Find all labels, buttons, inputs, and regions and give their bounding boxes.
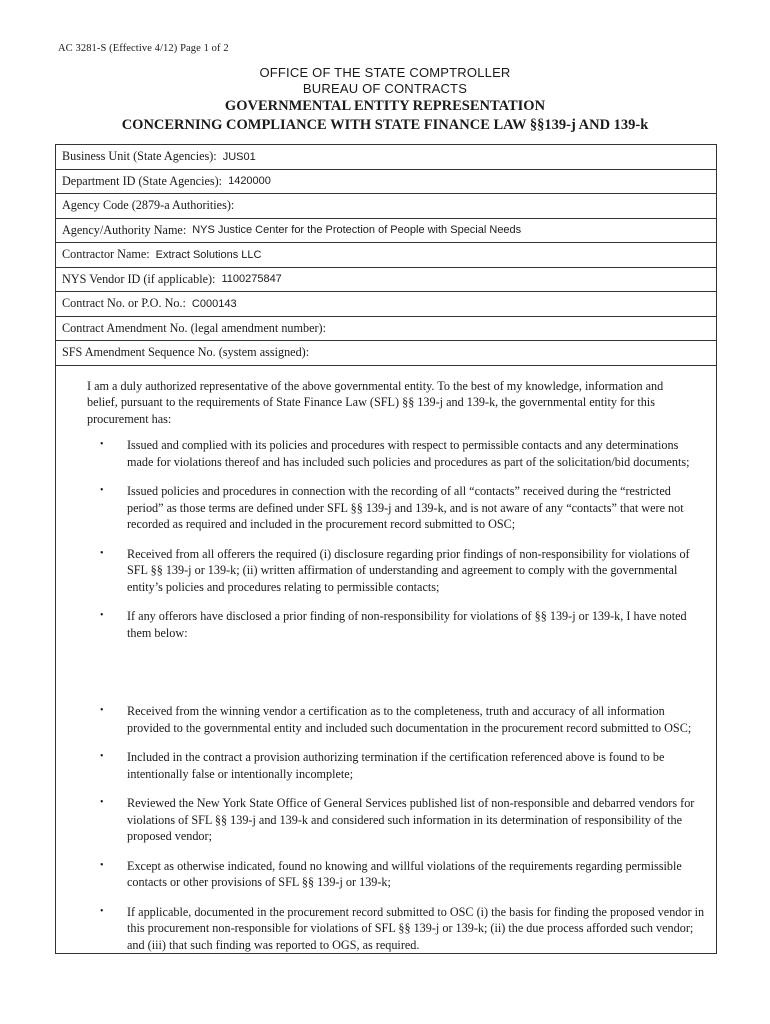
list-item-text: Received from all offerers the required (i) disclosure regarding prior findings of non-responsibility for violations of SFL §§ 139-j or 139-k; (ii) written affirmation of understanding and agreement to comply with the governmental entity’s policies and procedures relating to permissible contacts;	[127, 546, 690, 594]
field-label: Department ID (State Agencies):	[62, 173, 223, 188]
list-item	[87, 546, 707, 596]
list-item-text: Included in the contract a provision authorizing termination if the certification referenced above is found to be intentionally false or intentionally incomplete;	[127, 750, 665, 781]
list-item-text: Issued policies and procedures in connection with the recording of all “contacts” received during the “restricted period” as those terms are defined under SFL §§ 139-j and 139-k, and is not aware of any “contacts” that were not recorded as required and included in the procurement record submitted to OSC;	[127, 484, 684, 531]
list-item	[87, 437, 707, 470]
field-value[interactable]: C000143	[191, 297, 237, 310]
list-item	[87, 608, 707, 641]
field-value[interactable]: 1420000	[228, 175, 271, 188]
bureau-heading: BUREAU OF CONTRACTS	[302, 81, 468, 96]
list-item-text: If any offerors have disclosed a prior finding of non-responsibility for violations of §§ 139-j or 139-k, I have noted them below:	[127, 609, 687, 640]
field-value[interactable]: Extract Solutions LLC	[155, 248, 262, 261]
bullet-icon: •	[100, 485, 104, 496]
bullet-icon: •	[100, 547, 104, 559]
compliance-list	[87, 437, 706, 953]
field-amendment-number[interactable]	[56, 317, 716, 342]
bullet-icon: •	[100, 859, 104, 871]
field-agency-code[interactable]	[56, 194, 716, 219]
field-business-unit[interactable]	[56, 145, 716, 170]
office-heading: OFFICE OF THE STATE COMPTROLLER	[259, 65, 511, 80]
representation-body	[56, 366, 716, 954]
form-code: AC 3281-S (Effective 4/12) Page 1 of 2	[58, 43, 229, 54]
bullet-icon: •	[100, 905, 104, 917]
field-value[interactable]: 1100275847	[221, 273, 282, 286]
offeror-notes-space[interactable]	[87, 654, 707, 690]
field-value[interactable]: JUS01	[222, 150, 256, 163]
list-item-text: Except as otherwise indicated, found no knowing and willful violations of the requirements regarding permissible contacts or other provisions of SFL §§ 139-j or 139-k;	[127, 858, 682, 889]
field-label: Contractor Name:	[62, 247, 150, 262]
field-label: SFS Amendment Sequence No. (system assigned):	[62, 345, 310, 360]
field-label: Contract Amendment No. (legal amendment number):	[62, 320, 326, 335]
list-item	[87, 904, 707, 954]
bullet-icon: •	[100, 751, 104, 762]
field-department-id[interactable]	[56, 170, 716, 195]
bullet-icon: •	[100, 610, 104, 621]
list-item	[87, 483, 707, 533]
list-item-text: Reviewed the New York State Office of General Services published list of non-responsible and debarred vendors for violations of SFL §§ 139-j and 139-k and considered such information in its determination of responsibility of the proposed vendor;	[127, 796, 695, 843]
list-item	[87, 858, 707, 891]
field-label: Business Unit (State Agencies):	[62, 149, 217, 164]
bullet-icon: •	[100, 439, 104, 450]
bullet-icon: •	[100, 705, 104, 716]
field-contract-number[interactable]	[56, 292, 716, 317]
list-item	[87, 749, 707, 782]
list-item-text: If applicable, documented in the procurement record submitted to OSC (i) the basis for finding the proposed vendor in this procurement non-responsible for violations of SFL §§ 139-j or 139-k; (ii) the due process afforded such vendor; and (iii) that such finding was reported to OGS, as required.	[127, 904, 705, 952]
list-item	[87, 703, 707, 736]
representation-form	[55, 144, 717, 954]
field-label: Contract No. or P.O. No.:	[62, 296, 186, 311]
field-label: Agency/Authority Name:	[62, 222, 187, 237]
document-title-line2: CONCERNING COMPLIANCE WITH STATE FINANCE LAW §§139-j AND 139-k	[121, 117, 649, 133]
field-label: Agency Code (2879-a Authorities):	[62, 198, 235, 213]
field-label: NYS Vendor ID (if applicable):	[62, 271, 216, 286]
field-vendor-id[interactable]	[56, 268, 716, 293]
intro-paragraph: I am a duly authorized representative of the above governmental entity. To the best of my knowledge, information and belief, pursuant to the requirements of State Finance Law (SFL) §§ 139-j and 139-k, the governmental entity for this procurement has:	[87, 378, 664, 426]
field-sfs-sequence[interactable]	[56, 341, 716, 366]
field-value[interactable]: NYS Justice Center for the Protection of People with Special Needs	[192, 224, 522, 237]
document-title-line1: GOVERNMENTAL ENTITY REPRESENTATION	[224, 98, 546, 114]
bullet-icon: •	[100, 797, 104, 808]
list-item-text: Issued and complied with its policies and procedures with respect to permissible contacts and any determinations made for violations thereof and has included such policies and procedures as part of the solicitation/bid documents;	[127, 438, 690, 469]
list-item	[87, 795, 707, 845]
field-agency-name[interactable]	[56, 219, 716, 244]
list-item-text: Received from the winning vendor a certification as to the completeness, truth and accuracy of all information provided to the governmental entity and included such documentation in the procurement record submitted to OSC;	[127, 704, 692, 735]
field-contractor-name[interactable]	[56, 243, 716, 268]
